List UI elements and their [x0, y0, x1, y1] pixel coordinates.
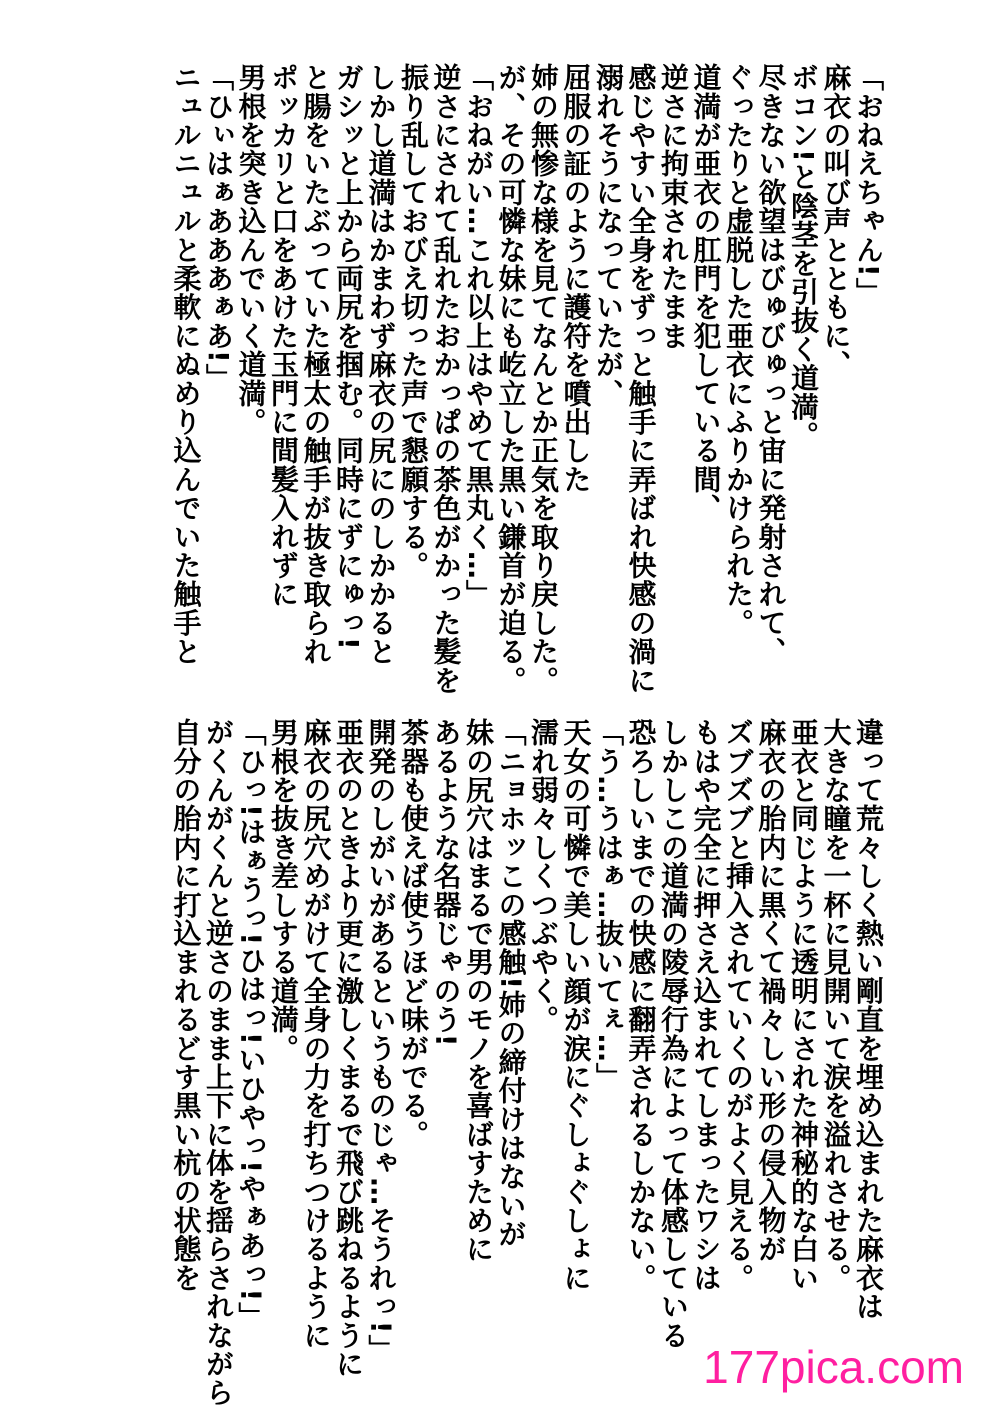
- text-line: と腸をいたぶっていた極太の触手が抜き取られ: [299, 63, 333, 666]
- text-line: 「ひっ!はぁうっ!ひはっ!いひやっ!やぁあっ!」: [234, 718, 268, 1331]
- text-column-top: [169, 63, 885, 695]
- text-line: 尽きない欲望はびゅびゅっと宙に発射されて、: [754, 63, 788, 666]
- text-line: ズブズブと挿入されていくのがよく見える。: [722, 718, 755, 1292]
- text-line: 姉の無惨な様を見てなんとか正気を取り戻した。: [527, 63, 560, 695]
- text-line: 逆さにされて乱れたおかっぱの茶色がかった髪を: [429, 63, 463, 695]
- site-watermark: [703, 1341, 964, 1393]
- text-line: 麻衣の胎内に黒くて禍々しい形の侵入物が: [754, 718, 788, 1264]
- text-line: 男根を抜き差しする道満。: [267, 718, 300, 1063]
- text-line: 濡れ弱々しくつぶやく。: [527, 718, 560, 1034]
- text-line: 「ニョホッこの感触!姉の締付けはないが: [494, 718, 528, 1249]
- text-line: もはや完全に押さえ込まれてしまったワシは: [689, 718, 723, 1292]
- text-line: 開発のしがいがあるというものじゃ…そうれっ!」: [364, 718, 398, 1363]
- text-line: 麻衣の叫び声とともに、: [819, 63, 853, 379]
- text-line: 違って荒々しく熱い剛直を埋め込まれた麻衣は: [852, 718, 885, 1321]
- text-line: 振り乱しておびえ切った声で懇願する。: [397, 63, 430, 580]
- text-line: しかし道満はかまわず麻衣の尻にのしかかると: [364, 63, 398, 666]
- text-line: 「おねがい…これ以上はやめて黒丸く…」: [462, 63, 495, 609]
- text-line: 自分の胎内に打込まれるどす黒い杭の状態を: [169, 718, 203, 1293]
- text-line: 妹の尻穴はまるで男のモノを喜ばすために: [462, 718, 495, 1264]
- text-line: ポッカリと口をあけた玉門に間髪入れずに: [267, 63, 300, 609]
- text-line: 「ひぃはぁあああぁあ!」: [202, 63, 235, 393]
- text-line: ぐったりと虚脱した亜衣にふりかけられた。: [722, 63, 755, 637]
- text-line: 亜衣と同じように透明にされた神秘的な白い: [787, 718, 820, 1292]
- text-line: 「おねえちゃん!」: [852, 63, 885, 307]
- text-line: しかしこの道満の陵辱行為によって体感している: [657, 718, 690, 1350]
- text-line: ボコン!と陰茎を引抜く道満。: [787, 63, 820, 450]
- text-line: 茶器も使えば使うほど味がでる。: [397, 718, 430, 1149]
- text-line: がくんがくんと逆さのまま上下に体を揺らされながら: [202, 718, 235, 1407]
- text-line: が、その可憐な妹にも屹立した黒い鎌首が迫る。: [494, 63, 528, 695]
- text-line: 天女の可憐で美しい顔が涙にぐしょぐしょに: [559, 718, 593, 1292]
- watermark-domain: pica.com: [779, 1341, 964, 1393]
- text-line: 大きな瞳を一杯に見開いて涙を溢れさせる。: [819, 718, 853, 1292]
- text-line: 感じやすい全身をずっと触手に弄ばれ快感の渦に: [624, 63, 658, 695]
- text-line: 麻衣の尻穴めがけて全身の力を打ちつけるように: [299, 718, 333, 1350]
- watermark-number: 177: [703, 1341, 780, 1393]
- text-line: 恐ろしいまでの快感に翻弄されるしかない。: [624, 718, 658, 1292]
- text-line: 亜衣のときより更に激しくまるで飛び跳ねるように: [332, 718, 365, 1379]
- text-line: 逆さに拘束されたまま: [657, 63, 690, 350]
- text-line: ガシッと上から両尻を掴む。同時にずにゅっ!: [332, 63, 365, 651]
- text-line: 「う…うはぁ…抜いてぇ…」: [592, 718, 625, 1092]
- text-line: ニュルニュルと柔軟にぬめり込んでいた触手と: [169, 63, 203, 666]
- text-line: 道満が亜衣の肛門を犯している間、: [689, 63, 723, 523]
- text-line: 屈服の証のように護符を噴出した: [559, 63, 593, 494]
- text-line: あるような名器じゃのう!: [429, 718, 463, 1048]
- text-line: 溺れそうになっていたが、: [592, 63, 625, 408]
- text-line: 男根を突き込んでいく道満。: [234, 63, 268, 437]
